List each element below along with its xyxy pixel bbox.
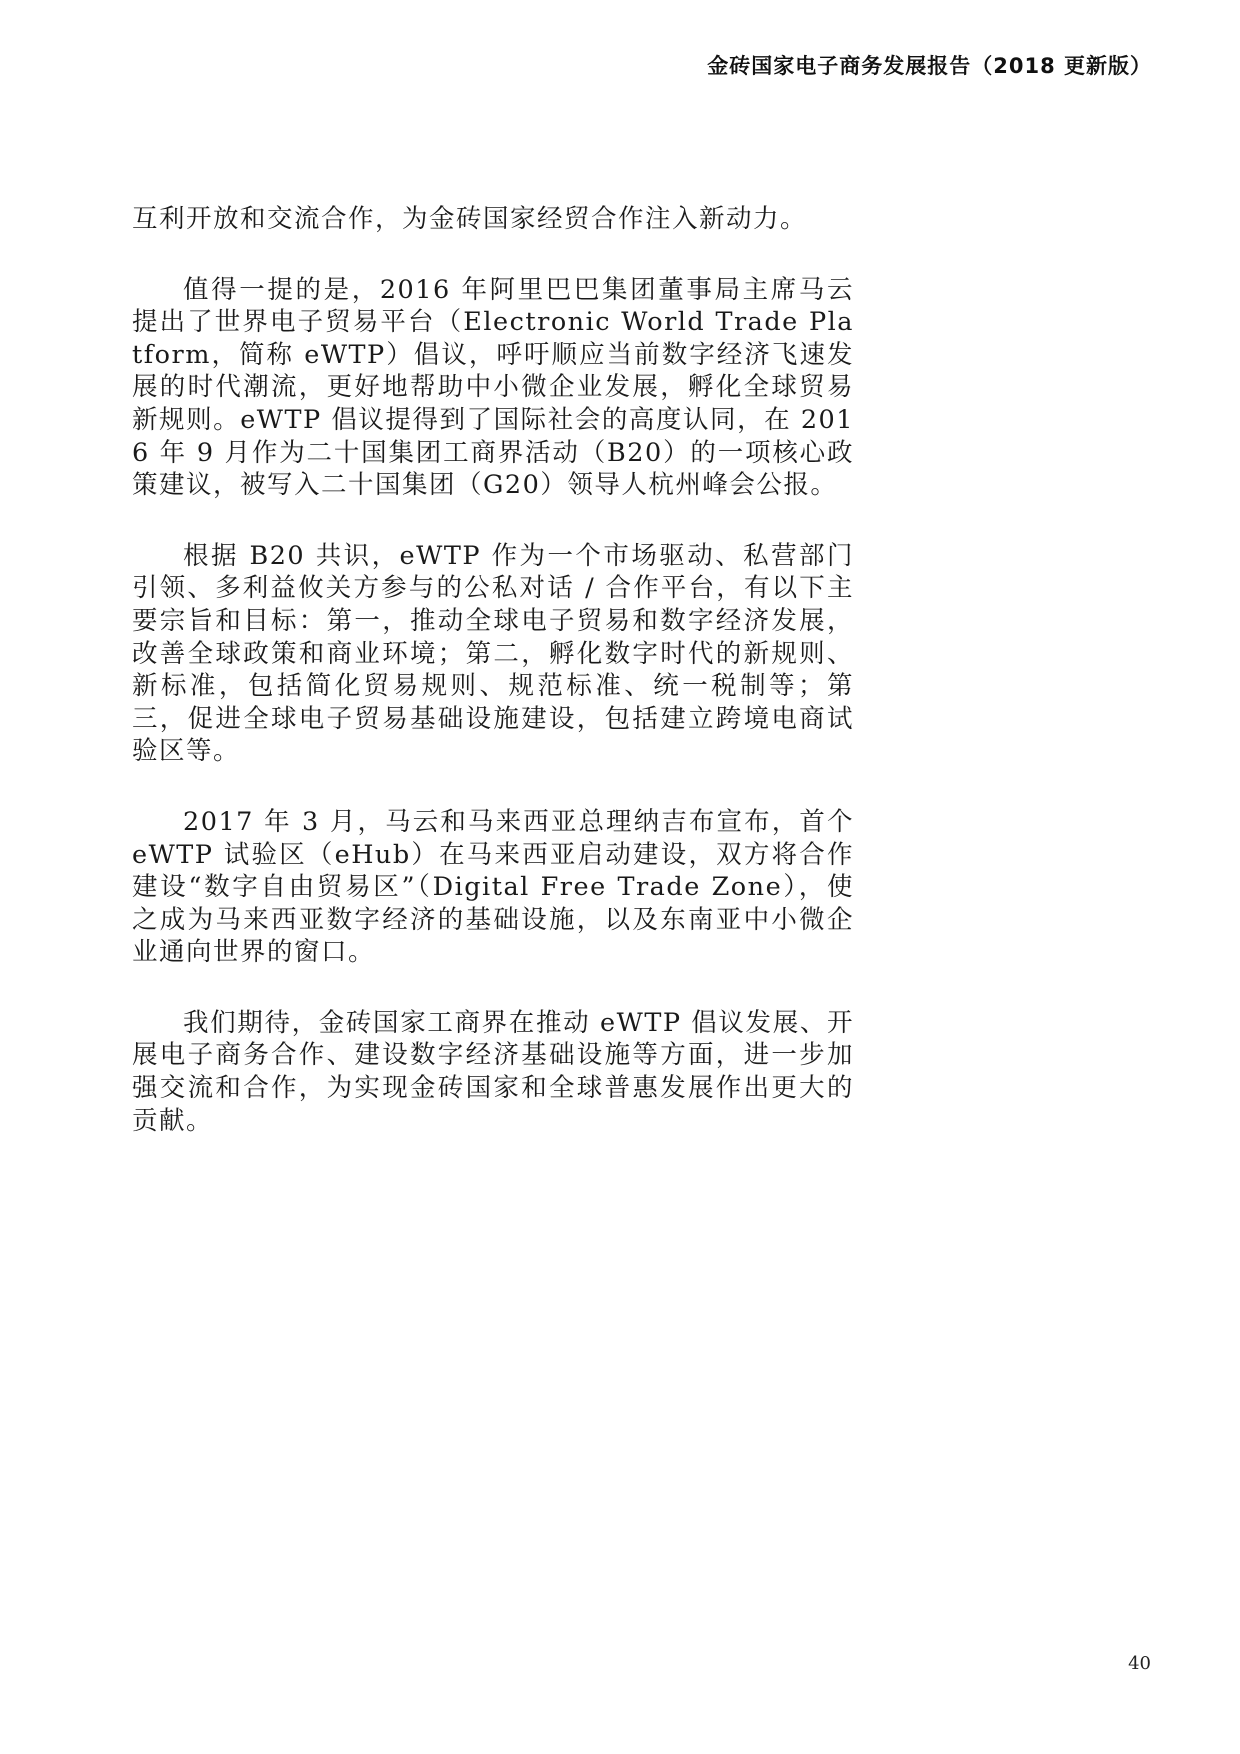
paragraph-outlook: 我们期待，金砖国家工商界在推动 eWTP 倡议发展、开展电子商务合作、建设数字经济基础设施等方面，进一步加强交流和合作，为实现金砖国家和全球普惠发展作出更大的贡献。	[132, 1007, 854, 1136]
paragraph-ehub-malaysia: 2017 年 3 月，马云和马来西亚总理纳吉布宣布，首个eWTP 试验区（eHub）在马来西亚启动建设，双方将合作建设“数字自由贸易区”（Digital Free Trade Zone），使之成为马来西亚数字经济的基础设施，以及东南亚中小微企业通向世界的窗口。	[132, 806, 854, 968]
running-header-title: 金砖国家电子商务发展报告（2018 更新版）	[707, 54, 1152, 78]
page-number: 40	[1128, 1653, 1151, 1674]
paragraph-continuation: 互利开放和交流合作，为金砖国家经贸合作注入新动力。	[132, 204, 808, 234]
paragraph-ewtp-goals: 根据 B20 共识，eWTP 作为一个市场驱动、私营部门引领、多利益攸关方参与的公私对话 / 合作平台，有以下主要宗旨和目标：第一，推动全球电子贸易和数字经济发展，改善全球政策和商业环境；第二，孵化数字时代的新规则、新标准，包括简化贸易规则、规范标准、统一税制等；第三，促进全球电子贸易基础设施建设，包括建立跨境电商试验区等。	[132, 540, 854, 767]
body-text	[132, 203, 854, 1175]
paragraph-ewtp-proposal: 值得一提的是，2016 年阿里巴巴集团董事局主席马云提出了世界电子贸易平台（Electronic World Trade Platform，简称 eWTP）倡议，呼吁顺应当前数字经济飞速发展的时代潮流，更好地帮助中小微企业发展，孵化全球贸易新规则。eWTP 倡议提得到了国际社会的高度认同，在 2016 年 9 月作为二十国集团工商界活动（B20）的一项核心政策建议，被写入二十国集团（G20）领导人杭州峰会公报。	[132, 274, 854, 501]
